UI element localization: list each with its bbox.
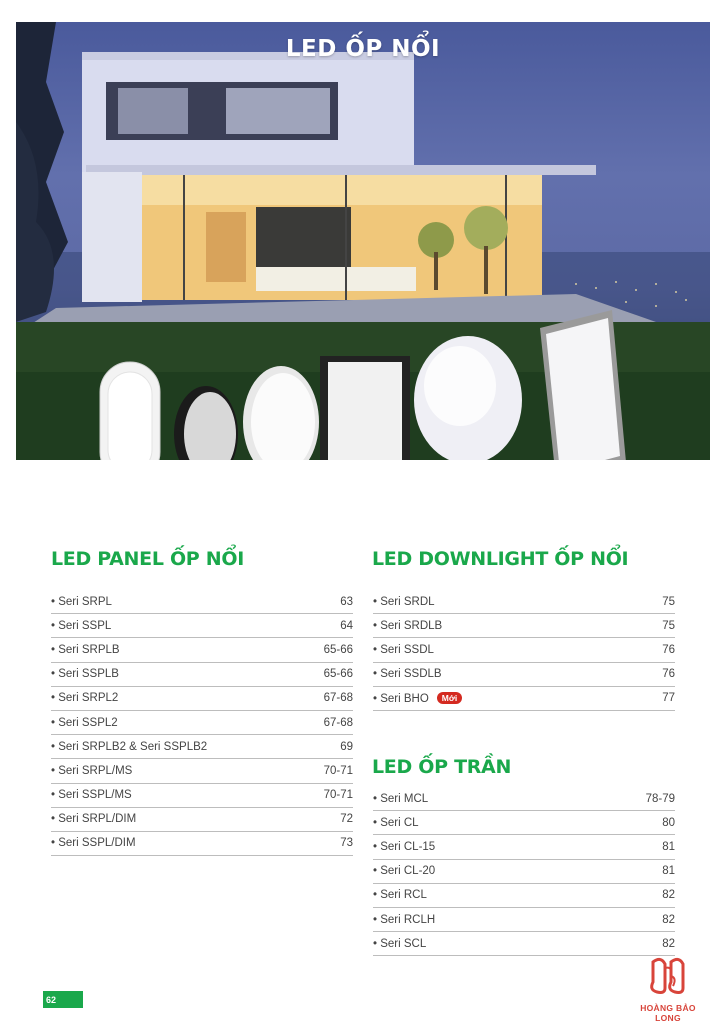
page-reference: 63: [340, 595, 353, 608]
downlight-series-list: [373, 590, 675, 711]
list-item: [373, 614, 675, 638]
series-name-text: • Seri SSDL: [373, 643, 434, 656]
series-name: [51, 717, 118, 729]
series-name: [51, 596, 112, 608]
list-item: [51, 711, 353, 735]
page-reference: 69: [340, 740, 353, 753]
series-name-text: • Seri MCL: [373, 792, 429, 805]
series-name: [51, 741, 207, 753]
series-name: [373, 865, 435, 877]
series-name-text: • Seri SSPLB: [51, 668, 119, 681]
page-reference: 67-68: [323, 692, 353, 705]
brand-logo: [628, 956, 708, 1023]
page-number: 62: [43, 991, 83, 1008]
series-name-text: • Seri SSPL/DIM: [51, 837, 136, 850]
list-item: [51, 614, 353, 638]
product-square-bulkhead-light: [540, 310, 626, 460]
series-name: [373, 938, 426, 950]
page-reference: 80: [662, 816, 675, 829]
series-name-text: • Seri BHO: [373, 692, 429, 705]
series-name-text: • Seri CL-20: [373, 865, 436, 878]
series-name-text: • Seri SSPL: [51, 619, 112, 632]
series-name: [51, 668, 119, 680]
page-reference: 75: [662, 595, 675, 608]
list-item: [373, 811, 675, 835]
section-title-ceiling: LED ỐP TRẦN: [372, 756, 512, 778]
brand-logo-icon: [643, 956, 693, 996]
series-name: [373, 620, 442, 632]
page-title: LED ỐP NỔI: [285, 36, 441, 62]
page-reference: 65-66: [323, 643, 353, 656]
page-reference: 70-71: [323, 789, 353, 802]
series-name-text: • Seri SRPL/DIM: [51, 813, 137, 826]
page-reference: 65-66: [323, 668, 353, 681]
list-item: [373, 860, 675, 884]
section-title-downlight: LED DOWNLIGHT ỐP NỔI: [372, 548, 629, 570]
page-reference: 77: [662, 692, 675, 705]
list-item: [373, 687, 675, 711]
series-name: [51, 837, 136, 849]
house-illustration: [16, 22, 710, 460]
page-reference: 76: [662, 643, 675, 656]
ceiling-series-list: [373, 787, 675, 956]
page-reference: 81: [662, 840, 675, 853]
series-name-text: • Seri SRPLB: [51, 643, 120, 656]
page-reference: 67-68: [323, 716, 353, 729]
series-name: [373, 668, 442, 680]
series-name-text: • Seri CL: [373, 816, 419, 829]
page-reference: 70-71: [323, 764, 353, 777]
series-name-text: • Seri SSPL/MS: [51, 789, 132, 802]
list-item: [51, 808, 353, 832]
list-item: [51, 590, 353, 614]
list-item: [373, 787, 675, 811]
page-reference: 81: [662, 865, 675, 878]
series-name: [373, 793, 428, 805]
page-reference: 75: [662, 619, 675, 632]
list-item: [51, 735, 353, 759]
page-reference: 82: [662, 937, 675, 950]
series-name: [51, 813, 136, 825]
series-name: [373, 596, 435, 608]
series-name-text: • Seri SRPL/MS: [51, 764, 133, 777]
series-name: [373, 692, 462, 705]
brand-name: HOÀNG BẢO LONG: [640, 1003, 696, 1023]
page-reference: 73: [340, 837, 353, 850]
page-reference: 78-79: [645, 792, 675, 805]
series-name-text: • Seri RCLH: [373, 913, 436, 926]
panel-series-list: [51, 590, 353, 856]
list-item: [51, 663, 353, 687]
list-item: [373, 932, 675, 956]
series-name-text: • Seri SRPL: [51, 595, 112, 608]
list-item: [373, 663, 675, 687]
series-name-text: • Seri CL-15: [373, 840, 436, 853]
list-item: [373, 884, 675, 908]
series-name-text: • Seri RCL: [373, 889, 427, 902]
new-badge: Mới: [437, 692, 463, 704]
page-reference: 82: [662, 889, 675, 902]
list-item: [51, 784, 353, 808]
series-name: [373, 817, 419, 829]
series-name: [51, 644, 120, 656]
product-dome-light: [414, 336, 522, 460]
list-item: [373, 908, 675, 932]
series-name-text: • Seri SSPL2: [51, 716, 118, 729]
series-name-text: • Seri SRDL: [373, 595, 435, 608]
list-item: [51, 687, 353, 711]
series-name: [51, 789, 132, 801]
hero-image: [16, 22, 710, 460]
list-item: [51, 759, 353, 783]
series-name-text: • Seri SRDLB: [373, 619, 443, 632]
list-item: [51, 638, 353, 662]
series-name-text: • Seri SRPLB2 & Seri SSPLB2: [51, 740, 208, 753]
series-name: [51, 765, 132, 777]
series-name: [373, 889, 427, 901]
product-oval-light: [100, 362, 160, 460]
series-name: [51, 692, 118, 704]
series-name-text: • Seri SSDLB: [373, 668, 442, 681]
page-reference: 72: [340, 813, 353, 826]
page-reference: 64: [340, 619, 353, 632]
series-name: [373, 914, 435, 926]
series-name-text: • Seri SRPL2: [51, 692, 119, 705]
page-reference: 82: [662, 913, 675, 926]
section-title-panel: LED PANEL ỐP NỔI: [51, 548, 244, 570]
series-name: [51, 620, 111, 632]
product-black-square-light: [320, 356, 410, 460]
list-item: [373, 590, 675, 614]
list-item: [373, 638, 675, 662]
series-name-text: • Seri SCL: [373, 937, 427, 950]
series-name: [373, 841, 435, 853]
list-item: [51, 832, 353, 856]
page-reference: 76: [662, 668, 675, 681]
series-name: [373, 644, 434, 656]
list-item: [373, 835, 675, 859]
